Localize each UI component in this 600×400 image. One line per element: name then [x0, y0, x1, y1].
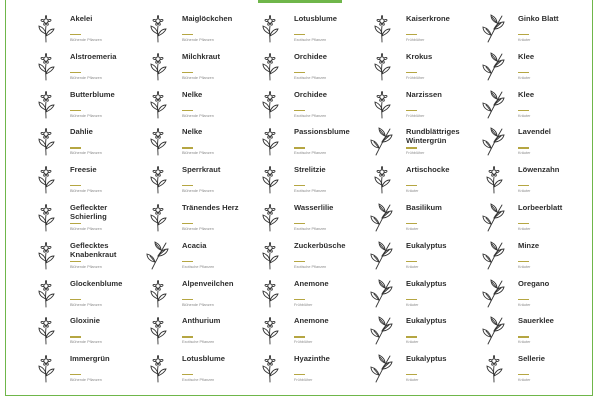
plant-name: Klee	[518, 89, 535, 99]
plant-category: Exotische Pflanzen	[294, 38, 327, 42]
name-underline	[518, 147, 529, 148]
leaf-icon	[366, 352, 398, 384]
plant-category: Blühende Pflanzen	[182, 189, 214, 194]
plant-name: Passionsblume	[294, 127, 350, 137]
plant-category: Blühende Pflanzen	[70, 113, 102, 118]
name-underline	[182, 299, 193, 300]
plant-entry	[254, 10, 366, 48]
plant-category: Blühende Pflanzen	[70, 264, 102, 269]
name-underline	[182, 336, 193, 337]
name-underline	[294, 261, 305, 262]
plant-category: Blühende Pflanzen	[182, 302, 214, 307]
plant-entry	[254, 161, 366, 199]
plant-entry	[366, 123, 478, 161]
plant-entry	[142, 350, 254, 388]
name-underline	[182, 261, 193, 262]
plant-name: Alstroemeria	[70, 51, 117, 61]
plant-entry	[478, 48, 590, 86]
plant-name: Hyazinthe	[294, 354, 330, 364]
plant-entry	[30, 312, 142, 350]
name-underline	[70, 110, 81, 111]
plant-entry	[142, 10, 254, 48]
plant-name: Ginko Blatt	[518, 14, 559, 23]
name-underline	[294, 110, 305, 111]
plant-name: Orchidee	[294, 89, 327, 99]
flower-icon	[254, 88, 286, 120]
name-underline	[182, 34, 193, 35]
plant-entry	[366, 86, 478, 124]
plant-name: Krokus	[406, 51, 433, 61]
flower-icon	[478, 352, 510, 384]
plant-name: Eukalyptus	[406, 240, 447, 250]
name-underline	[182, 374, 193, 375]
plant-name: Anthurium	[182, 316, 221, 326]
plant-entry	[30, 161, 142, 199]
plant-name: Butterblume	[70, 89, 115, 99]
name-underline	[406, 261, 417, 262]
leaf-icon	[478, 88, 510, 120]
plant-name: Glockenblume	[70, 278, 123, 288]
plant-name: Maiglöckchen	[182, 14, 233, 23]
plant-name: Wasserlilie	[294, 202, 334, 212]
name-underline	[70, 185, 81, 186]
plant-entry	[30, 86, 142, 124]
plant-name: Tränendes Herz	[182, 202, 239, 212]
flower-icon	[142, 201, 174, 233]
name-underline	[182, 72, 193, 73]
name-underline	[518, 34, 529, 35]
flower-icon	[142, 50, 174, 82]
name-underline	[70, 72, 81, 73]
plant-entry	[142, 86, 254, 124]
plant-entry	[366, 312, 478, 350]
leaf-icon	[366, 314, 398, 346]
plant-entry	[142, 275, 254, 313]
plant-name: Kaiserkrone	[406, 14, 450, 23]
name-underline	[406, 147, 417, 148]
plant-name: Rundblättriges Wintergrün	[406, 127, 460, 146]
flower-icon	[30, 277, 62, 309]
plant-name: Lotusblume	[294, 14, 338, 23]
plant-name: Lorbeerblatt	[518, 202, 563, 212]
flower-icon	[30, 88, 62, 120]
name-underline	[70, 34, 81, 35]
name-underline	[70, 299, 81, 300]
flower-icon	[366, 50, 398, 82]
plant-category: Blühende Pflanzen	[182, 38, 214, 42]
plant-category: Blühende Pflanzen	[182, 151, 214, 156]
plant-category: Frühblüher	[294, 340, 313, 345]
flower-icon	[30, 201, 62, 233]
plant-entry	[142, 237, 254, 275]
plant-category: Exotische Pflanzen	[294, 151, 327, 156]
plant-entry	[254, 237, 366, 275]
flower-icon	[142, 163, 174, 195]
name-underline	[182, 110, 193, 111]
name-underline	[518, 299, 529, 300]
plant-category: Frühblüher	[294, 378, 313, 383]
leaf-icon	[478, 239, 510, 271]
plant-category: Kräuter	[406, 302, 419, 307]
leaf-icon	[366, 201, 398, 233]
flower-icon	[142, 88, 174, 120]
plant-category: Kräuter	[406, 340, 419, 345]
plant-category: Blühende Pflanzen	[70, 151, 102, 156]
name-underline	[406, 336, 417, 337]
name-underline	[518, 223, 529, 224]
plant-name: Nelke	[182, 127, 203, 137]
plant-name: Lavendel	[518, 127, 551, 137]
plant-name: Löwenzahn	[518, 165, 560, 175]
plant-entry	[142, 312, 254, 350]
flower-icon	[254, 12, 286, 44]
name-underline	[294, 299, 305, 300]
plant-category: Blühende Pflanzen	[70, 189, 102, 194]
name-underline	[70, 374, 81, 375]
plant-entry	[30, 275, 142, 313]
name-underline	[182, 223, 193, 224]
plant-entry	[478, 237, 590, 275]
plant-category: Frühblüher	[406, 75, 425, 80]
plant-entry	[254, 275, 366, 313]
flower-icon	[30, 12, 62, 44]
flower-icon	[142, 12, 174, 44]
name-underline	[406, 110, 417, 111]
plant-category: Blühende Pflanzen	[70, 340, 102, 345]
plant-name: Orchidee	[294, 51, 327, 61]
plant-category: Frühblüher	[294, 302, 313, 307]
plant-entry	[254, 199, 366, 237]
name-underline	[182, 147, 193, 148]
plant-category: Blühende Pflanzen	[70, 378, 102, 383]
name-underline	[70, 261, 81, 262]
name-underline	[406, 299, 417, 300]
flower-icon	[30, 163, 62, 195]
plant-category: Exotische Pflanzen	[294, 264, 327, 269]
plant-name: Sperrkraut	[182, 165, 221, 175]
plant-entry	[478, 312, 590, 350]
name-underline	[294, 147, 305, 148]
leaf-icon	[366, 239, 398, 271]
plant-entry	[254, 123, 366, 161]
plant-entry	[366, 10, 478, 48]
flower-icon	[254, 314, 286, 346]
plant-entry	[478, 161, 590, 199]
plant-category: Kräuter	[518, 378, 531, 383]
plant-category: Exotische Pflanzen	[294, 113, 327, 118]
plant-name: Zuckerbüsche	[294, 240, 346, 250]
plant-name: Nelke	[182, 89, 203, 99]
plant-entry	[30, 10, 142, 48]
flower-icon	[254, 50, 286, 82]
plant-name: Strelitzie	[294, 165, 326, 175]
leaf-icon	[478, 12, 510, 44]
plant-name: Geflecktes Knabenkraut	[70, 240, 117, 259]
plant-category: Exotische Pflanzen	[294, 226, 327, 231]
plant-name: Artischocke	[406, 165, 450, 175]
plant-name: Sauerklee	[518, 316, 554, 326]
name-underline	[406, 374, 417, 375]
plant-name: Eukalyptus	[406, 354, 447, 364]
leaf-icon	[478, 277, 510, 309]
plant-category: Blühende Pflanzen	[182, 226, 214, 231]
flower-icon	[142, 314, 174, 346]
plant-category: Kräuter	[518, 189, 531, 194]
flower-icon	[30, 314, 62, 346]
plant-category: Kräuter	[518, 264, 531, 269]
plant-entry	[30, 350, 142, 388]
flower-icon	[478, 163, 510, 195]
flower-icon	[30, 239, 62, 271]
plant-name: Basilikum	[406, 202, 442, 212]
flower-icon	[30, 125, 62, 157]
plant-category: Exotische Pflanzen	[182, 378, 215, 383]
plant-name: Lotusblume	[182, 354, 226, 364]
flower-icon	[254, 125, 286, 157]
plant-entry	[366, 48, 478, 86]
leaf-icon	[478, 314, 510, 346]
plant-name: Anemone	[294, 316, 329, 326]
name-underline	[294, 34, 305, 35]
leaf-icon	[478, 201, 510, 233]
plant-entry	[142, 123, 254, 161]
flower-icon	[142, 277, 174, 309]
plant-name: Gloxinie	[70, 316, 100, 326]
plant-category: Blühende Pflanzen	[70, 38, 102, 42]
plant-category: Kräuter	[518, 151, 531, 156]
plant-name: Eukalyptus	[406, 316, 447, 326]
flower-icon	[366, 12, 398, 44]
plant-entry	[478, 123, 590, 161]
plant-entry	[142, 161, 254, 199]
flower-icon	[254, 352, 286, 384]
plant-entry	[30, 237, 142, 275]
flower-icon	[366, 163, 398, 195]
leaf-icon	[366, 277, 398, 309]
plant-category: Kräuter	[518, 38, 531, 42]
name-underline	[518, 261, 529, 262]
flower-icon	[366, 88, 398, 120]
flower-icon	[30, 352, 62, 384]
name-underline	[294, 223, 305, 224]
leaf-icon	[478, 50, 510, 82]
plant-name: Immergrün	[70, 354, 110, 364]
leaf-icon	[478, 125, 510, 157]
plant-category: Blühende Pflanzen	[70, 302, 102, 307]
plant-name: Klee	[518, 51, 535, 61]
plant-entry	[30, 123, 142, 161]
flower-icon	[254, 201, 286, 233]
plant-entry	[478, 86, 590, 124]
plant-entry	[478, 10, 590, 48]
plant-category: Exotische Pflanzen	[294, 75, 327, 80]
name-underline	[182, 185, 193, 186]
plant-category: Blühende Pflanzen	[182, 113, 214, 118]
plant-name: Gefleckter Schierling	[70, 202, 108, 221]
name-underline	[518, 110, 529, 111]
plant-entry	[366, 237, 478, 275]
name-underline	[406, 34, 417, 35]
plant-category: Blühende Pflanzen	[70, 75, 102, 80]
name-underline	[518, 72, 529, 73]
plant-category: Frühblüher	[406, 38, 425, 42]
top-accent-bar	[258, 0, 342, 3]
plant-name: Oregano	[518, 278, 550, 288]
name-underline	[406, 185, 417, 186]
plant-name: Alpenveilchen	[182, 278, 234, 288]
plant-category: Kräuter	[406, 378, 419, 383]
plant-entry	[30, 199, 142, 237]
flower-icon	[30, 50, 62, 82]
plant-name: Dahlie	[70, 127, 93, 137]
name-underline	[518, 374, 529, 375]
plant-name: Minze	[518, 240, 540, 250]
plant-entry	[254, 86, 366, 124]
name-underline	[70, 223, 81, 224]
plant-category: Kräuter	[518, 226, 531, 231]
plant-category: Frühblüher	[406, 151, 425, 156]
plant-name: Acacia	[182, 240, 207, 250]
name-underline	[70, 336, 81, 337]
plant-category: Exotische Pflanzen	[294, 189, 327, 194]
plant-name: Narzissen	[406, 89, 442, 99]
plant-entry	[478, 199, 590, 237]
plant-grid	[30, 10, 590, 388]
plant-category: Blühende Pflanzen	[182, 75, 214, 80]
name-underline	[406, 72, 417, 73]
plant-category: Kräuter	[406, 189, 419, 194]
name-underline	[518, 185, 529, 186]
plant-entry	[366, 350, 478, 388]
plant-category: Kräuter	[518, 113, 531, 118]
plant-entry	[366, 161, 478, 199]
name-underline	[70, 147, 81, 148]
plant-category: Kräuter	[406, 226, 419, 231]
plant-name: Akelei	[70, 14, 93, 23]
plant-category: Frühblüher	[406, 113, 425, 118]
plant-entry	[478, 275, 590, 313]
flower-icon	[142, 352, 174, 384]
plant-name: Freesie	[70, 165, 97, 175]
name-underline	[406, 223, 417, 224]
plant-category: Blühende Pflanzen	[70, 226, 102, 231]
plant-entry	[142, 48, 254, 86]
leaf-icon	[366, 125, 398, 157]
flower-icon	[254, 277, 286, 309]
plant-category: Kräuter	[406, 264, 419, 269]
name-underline	[294, 72, 305, 73]
leaf-icon	[142, 239, 174, 271]
plant-name: Milchkraut	[182, 51, 220, 61]
plant-category: Kräuter	[518, 302, 531, 307]
plant-category: Kräuter	[518, 340, 531, 345]
flower-icon	[254, 239, 286, 271]
plant-category: Kräuter	[518, 75, 531, 80]
plant-entry	[254, 350, 366, 388]
plant-name: Eukalyptus	[406, 278, 447, 288]
name-underline	[294, 336, 305, 337]
flower-icon	[142, 125, 174, 157]
plant-category: Exotische Pflanzen	[182, 340, 215, 345]
plant-entry	[254, 312, 366, 350]
plant-entry	[254, 48, 366, 86]
name-underline	[294, 185, 305, 186]
plant-category: Exotische Pflanzen	[182, 264, 215, 269]
plant-entry	[478, 350, 590, 388]
name-underline	[518, 336, 529, 337]
plant-entry	[366, 199, 478, 237]
plant-name: Sellerie	[518, 354, 546, 364]
plant-entry	[366, 275, 478, 313]
plant-name: Anemone	[294, 278, 329, 288]
plant-entry	[142, 199, 254, 237]
flower-icon	[254, 163, 286, 195]
plant-entry	[30, 48, 142, 86]
name-underline	[294, 374, 305, 375]
